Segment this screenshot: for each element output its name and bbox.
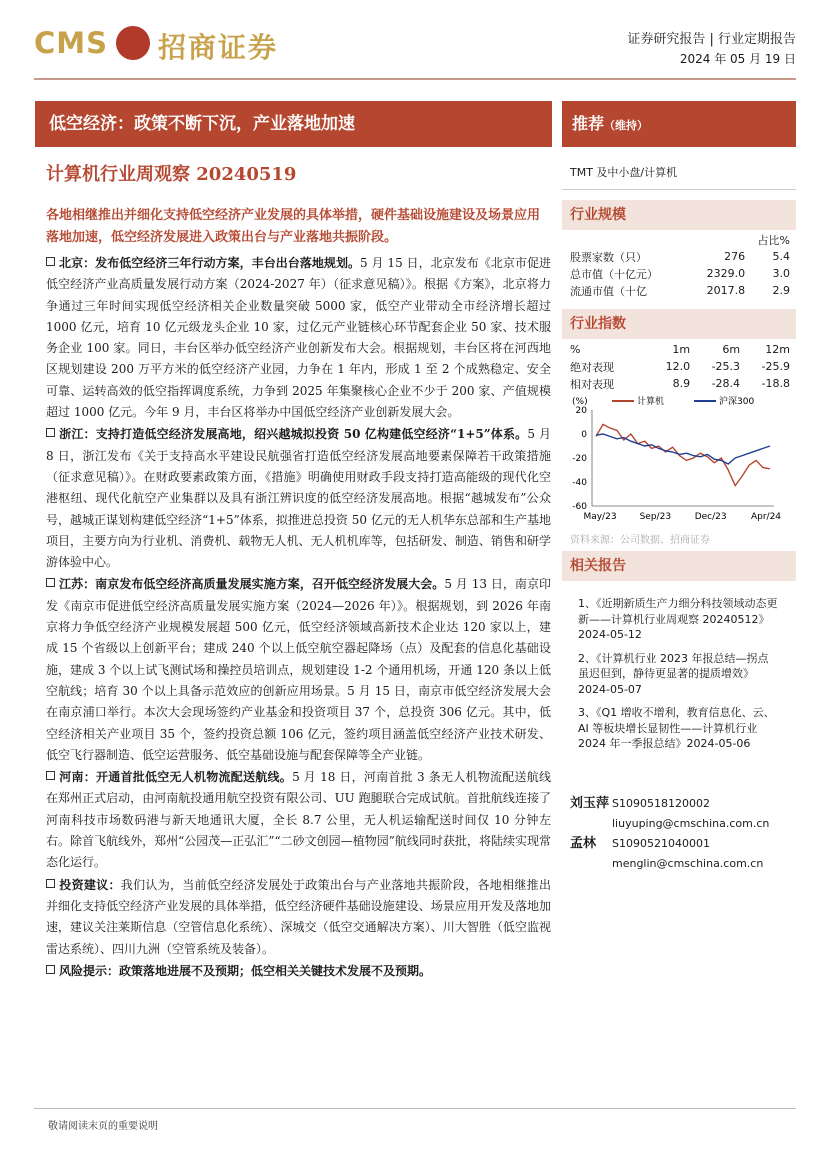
bullet-heading: 河南：开通首批低空无人机物流配送航线。 bbox=[59, 770, 293, 785]
logo-cms-text: CMS bbox=[34, 26, 109, 60]
bullet-heading: 浙江：支持打造低空经济发展高地，绍兴越城拟投资 50 亿构建低空经济“1+5”体系。 bbox=[59, 427, 528, 442]
bullet-heading: 北京：发布低空经济三年行动方案，丰台出台落地规划。 bbox=[59, 256, 361, 270]
scale-pct: 3.0 bbox=[772, 267, 790, 280]
bullet-item bbox=[46, 875, 551, 960]
rating-sub: （维持） bbox=[604, 119, 649, 132]
checkbox-bullet-icon bbox=[46, 771, 55, 780]
logo-cn-text: 招商证券 bbox=[158, 31, 279, 64]
x-tick-label: May/23 bbox=[583, 512, 617, 522]
bullet-item bbox=[46, 424, 551, 573]
bullet-heading: 风险提示： bbox=[59, 963, 120, 978]
index-header: 6m bbox=[722, 343, 741, 356]
series-line-1 bbox=[596, 434, 770, 464]
x-tick-label: Apr/24 bbox=[750, 512, 782, 522]
bullet-list bbox=[46, 253, 551, 983]
table-row bbox=[570, 358, 790, 375]
table-header-row bbox=[570, 341, 790, 358]
scale-label: 总市值（十亿元） bbox=[570, 267, 658, 281]
analyst-id: S1090518120002 bbox=[612, 797, 710, 810]
checkbox-bullet-icon bbox=[46, 257, 55, 266]
bullet-body: 我们认为，当前低空经济发展处于政策出台与产业落地共振阶段，各地相继推出并细化支持低空经济产业发展的具体举措，低空经济硬件基础设施建设、场景应用开发及落地加速，建议关注莱斯信息（空管信息化系统）、深城交（低空交通解决方案）、川大智胜（低空监视雷达系统）、四川九洲（空管系统及装备）。 bbox=[46, 877, 551, 956]
analysts bbox=[570, 794, 790, 874]
table-row bbox=[570, 375, 790, 392]
bullet-body: 政策落地进展不及预期；低空相关关键技术发展不及预期。 bbox=[119, 963, 432, 978]
bullet-item bbox=[46, 961, 551, 982]
index-header: 12m bbox=[765, 343, 790, 356]
scale-value: 2329.0 bbox=[706, 267, 746, 280]
scale-pct: 2.9 bbox=[772, 284, 790, 297]
checkbox-bullet-icon bbox=[46, 428, 55, 437]
index-value: -25.9 bbox=[761, 360, 790, 373]
x-tick-label: Dec/23 bbox=[694, 512, 727, 522]
y-tick-label: -20 bbox=[572, 454, 587, 464]
legend-label: 沪深300 bbox=[719, 397, 755, 407]
reports-section-title: 相关报告 bbox=[562, 551, 796, 581]
table-row bbox=[570, 265, 790, 282]
bullet-heading: 江苏：南京发布低空经济高质量发展实施方案，召开低空经济发展大会。 bbox=[59, 577, 445, 592]
scale-table bbox=[570, 231, 790, 299]
bullet-body: 5 月 18 日，河南首批 3 条无人机物流配送航线在郑州正式启动，由河南航投通用航空投资有限公司、UU 跑腿联合完成试航。首批航线连接了河南科技市场数码港与新天地通讯大厦，全长 8.7 公里，无人机运输配送时间仅 10 分钟左右。除首飞航线外，郑州“公园茂—正弘汇”“二砂文创园—植物园”航线同时获批，将陆续实现常态化运行。 bbox=[46, 770, 551, 870]
chart-source: 资料来源：公司数据、招商证券 bbox=[570, 535, 710, 546]
report-link[interactable]: 2、《计算机行业 2023 年报总结—拐点虽迟但到，静待更显著的提质增效》2024-05-07 bbox=[578, 651, 769, 696]
bullet-item bbox=[46, 574, 551, 766]
footer-divider bbox=[34, 1108, 796, 1109]
report-link[interactable]: 3、《Q1 增收不增利，教育信息化、云、AI 等板块增长显韧性——计算机行业 2024 年一季报总结》2024-05-06 bbox=[578, 706, 775, 750]
analyst-name: 刘玉萍 bbox=[570, 796, 610, 811]
scale-header: 占比% bbox=[757, 233, 790, 247]
analyst-email-row bbox=[570, 854, 790, 874]
sector-label: TMT 及中小盘/计算机 bbox=[570, 166, 678, 179]
x-tick-label: Sep/23 bbox=[639, 512, 672, 522]
y-tick-label: -40 bbox=[572, 478, 587, 488]
index-value: 8.9 bbox=[672, 377, 691, 390]
report-title: 低空经济：政策不断下沉，产业落地加速 bbox=[35, 101, 552, 147]
index-header: 1m bbox=[672, 343, 691, 356]
logo-badge-icon bbox=[116, 26, 150, 60]
rating-bar bbox=[562, 101, 796, 147]
bullet-body: 5 月 13 日，南京印发《南京市促进低空经济高质量发展实施方案（2024—2026 年）》。根据规划，到 2026 年南京将力争低空经济产业规模发展超 500 亿元，低空经济领域高新技术企业达 120 家以上，建成 15 个省级以上创新平台；建成 240 个以上低空航空器起降场（点）及配套的信息化基础设施，建成 3 个以上试飞测试场和操控员培训点，规划建设 1-2 个通用机场，开通 120 条以上低空航线；培育 30 个以上具备示范效应的创新应用场景。5 月 15 日，南京市低空经济发展大会在南京浦口举行。本次大会现场签约产业基金和投资项目 37 个，总投资 306 亿元。其中，低空经济相关产业项目 35 个，签约投资总额 106 亿元，签约项目涵盖低空经济产业技术研发、低空飞行器制造、低空运营服务、低空基础设施与配套保障等全产业链。 bbox=[46, 577, 551, 762]
scale-label: 股票家数（只） bbox=[570, 250, 647, 264]
bullet-body: 5 月 15 日，北京发布《北京市促进低空经济产业高质量发展行动方案（2024-2027 年）（征求意见稿）》。根据《方案》，北京将力争通过三年时间实现低空经济相关企业数量突破 5000 家，低空产业带动全市经济增长超过 1000 亿元，培育 10 亿元级龙头企业 10 家，过亿元产业链核心环节配套企业 50 家、技术服务企业 100 家。同日，丰台区举办低空经济产业创新发布大会。根据规划，丰台区将在河西地区规划建设 200 万平方米的低空经济产业园，力争在 1 年内，形成 1 至 2 个成熟稳定、安全可靠、运转高效的低空指挥调度系统，力争到 2025 年集聚核心企业不少于 200 家、产值规模超过 1000 亿元。今年 9 月，丰台区将举办中国低空经济产业创新发展大会。 bbox=[46, 256, 551, 420]
checkbox-bullet-icon bbox=[46, 578, 55, 587]
y-axis-label: (%) bbox=[572, 397, 588, 407]
index-section-title: 行业指数 bbox=[562, 309, 796, 339]
right-divider bbox=[562, 189, 796, 190]
index-label: 相对表现 bbox=[570, 377, 614, 391]
index-value: -28.4 bbox=[711, 377, 741, 390]
bullet-heading: 投资建议： bbox=[59, 877, 121, 892]
y-tick-label: 20 bbox=[575, 406, 587, 416]
checkbox-bullet-icon bbox=[46, 965, 55, 974]
checkbox-bullet-icon bbox=[46, 879, 55, 888]
index-table bbox=[570, 341, 790, 392]
bullet-body: 5 月 8 日，浙江发布《关于支持高水平建设民航强省打造低空经济发展高地要素保障若干政策措施（征求意见稿）》。在财政要素政策方面，《措施》明确使用财政手段支持打造高能级的现代化空港枢纽、现代化航空产业集群以及具有浙江辨识度的低空经济发展高地。根据“越城发布”公众号，越城正谋划构建低空经济“1+5”体系，拟推进总投资 50 亿元的无人机华东总部和生产基地项目，主要方向为行业机、消费机、载物无人机、无人机机库等，包括研发、制造、销售和研学游体验中心。 bbox=[46, 427, 551, 570]
analyst-row bbox=[570, 794, 790, 814]
index-chart bbox=[564, 394, 790, 528]
rating-label: 推荐 bbox=[572, 114, 605, 133]
scale-value: 276 bbox=[724, 250, 746, 263]
index-value: 12.0 bbox=[665, 360, 691, 373]
footer-note: 敬请阅读末页的重要说明 bbox=[48, 1121, 158, 1132]
scale-pct: 5.4 bbox=[772, 250, 790, 263]
index-value: -18.8 bbox=[761, 377, 790, 390]
analyst-email-row bbox=[570, 814, 790, 834]
legend-label: 计算机 bbox=[637, 397, 665, 407]
analyst-id: S1090521040001 bbox=[612, 837, 710, 850]
y-tick-label: 0 bbox=[581, 430, 587, 440]
report-subtitle: 计算机行业周观察 20240519 bbox=[46, 164, 297, 185]
bullet-item bbox=[46, 767, 551, 873]
report-date: 2024 年 05 月 19 日 bbox=[679, 52, 796, 66]
email-text[interactable]: liuyuping@cmschina.com.cn bbox=[612, 817, 770, 830]
table-row bbox=[570, 282, 790, 299]
scale-value: 2017.8 bbox=[706, 284, 746, 297]
index-label: 绝对表现 bbox=[570, 360, 614, 374]
report-link[interactable]: 1、《近期新质生产力细分科技领域动态更新——计算机行业周观察 20240512》2024-05-12 bbox=[578, 597, 778, 641]
scale-label: 流通市值（十亿 bbox=[570, 284, 647, 298]
related-reports bbox=[578, 596, 778, 760]
analyst-name: 孟林 bbox=[570, 836, 597, 851]
scale-section-title: 行业规模 bbox=[562, 200, 796, 230]
report-type: 证券研究报告 | 行业定期报告 bbox=[627, 32, 796, 47]
table-row bbox=[570, 248, 790, 265]
analyst-row bbox=[570, 834, 790, 854]
header-divider bbox=[34, 78, 796, 80]
y-tick-label: -60 bbox=[572, 502, 587, 512]
email-text[interactable]: menglin@cmschina.com.cn bbox=[612, 857, 764, 870]
index-header: % bbox=[570, 343, 581, 356]
index-value: -25.3 bbox=[711, 360, 741, 373]
bullet-item bbox=[46, 253, 551, 423]
summary-text: 各地相继推出并细化支持低空经济产业发展的具体举措，硬件基础设施建设及场景应用落地加速，低空经济发展进入政策出台与产业落地共振阶段。 bbox=[46, 208, 541, 245]
